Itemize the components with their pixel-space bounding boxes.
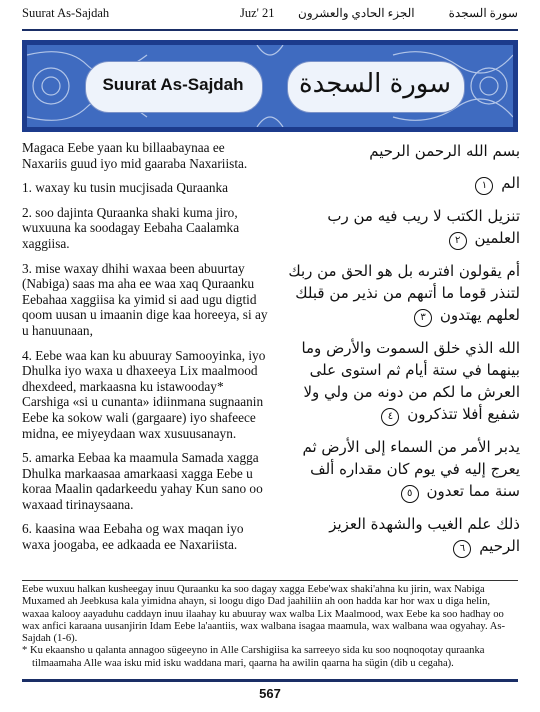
running-header: [22, 6, 518, 28]
arabic-text: الله الذي خلق السموت والأرض وما بينهما في ستة أيام ثم استوى على العرش ما لكم من دونه من ولي ولا شفيع أفلا تتذكرون: [301, 339, 520, 423]
arabic-column: [285, 140, 520, 568]
page-number: 567: [259, 686, 281, 701]
surah-title-arabic: سورة السجدة: [298, 69, 452, 99]
footnote-note: * Ku ekaansho u qalanta annagoo sügeeyno in Alle Carshigiisa ka sarreeyo sida ku soo noqnoqotay quraanka tilmaamaha Alle waa isku mid isku waddana mari, qaarna ha awilin qaarna ha sügin (dib u cegaha).: [22, 645, 485, 669]
verse-translation-2: 2. soo dajinta Quraanka shaki kuma jiro, wuxuuna ka soodagay Eebaha Caalamka xaggiisa.: [22, 204, 240, 251]
verse-translation-5: 5. amarka Eebaa ka maamula Samada xagga Dhulka markaasaa amarkaasi xagga Eebe u koraa Maalin qadarkeedu yahay Kun sano oo waxaad tirinaysaana.: [22, 450, 263, 512]
header-juz-arabic: الجزء الحادي والعشرون: [298, 6, 415, 20]
arabic-text: أم يقولون افترىه بل هو الحق من ربك لتنذر قوما ما أتىهم من نذير من قبلك لعلهم يهتدون: [288, 262, 520, 324]
surah-title-banner: [22, 40, 518, 132]
verse-number-marker: ٢: [449, 232, 467, 250]
commentary-summary: Eebe wuxuu halkan kusheegay inuu Quraanku ka soo dagay xagga Eebe'wax shaki'ahna ku jirin, wax Nabiga Muxamed ah Jeebkusa kala yimidna ahayn, si loogu digo Dad jaahiliin ah oon hadda kar hor wax u diga helin, waxaa kalooy aayaduhu caddayn inuu ilaahay ku abuuray wax walba Lix Maalmood, wax Eebe ka soo hadhay oo wax anfici karaana uusanjirin Idam Eebe la'aantiis, wax walbana isagaa maamula, wax walbana waa ogyahay. As-Sajdah (1-6).: [22, 584, 506, 645]
arabic-text: الم: [501, 174, 520, 192]
arabic-text: بسم الله الرحمن الرحيم: [369, 142, 520, 160]
arabic-verse-4: [285, 337, 520, 426]
header-surah-arabic: سورة السجدة: [448, 6, 518, 20]
header-surah-name: Suurat As-Sajdah: [22, 6, 110, 20]
verse-translation-6: 6. kaasina waa Eebaha og wax maqan iyo waxa joogaba, ee adkaada ee Naxariista.: [22, 521, 244, 553]
footnote-block: [22, 584, 518, 670]
verse-number-marker: ١: [475, 177, 493, 195]
verse-number-marker: ٥: [401, 485, 419, 503]
footnote-divider: [22, 580, 518, 581]
arabic-verse-3: [285, 260, 520, 327]
verse-translation-3: 3. mise waxay dhihi waxaa been abuurtay (Nabiga) saas ma aha ee waa xaq Quraanku Eebahaa xaggiisa ka yimid si aad ugu digtid qoom uusan u imaanin dige kaa horeeya, si ay u hanuunaan,: [22, 260, 268, 338]
header-juz: Juz' 21: [240, 6, 275, 20]
arabic-verse-6: [285, 513, 520, 558]
translation-column: [22, 140, 272, 562]
footer-divider: [22, 679, 518, 682]
arabic-text: تنزيل الكتب لا ريب فيه من رب العلمين: [327, 207, 520, 247]
arabic-verse-2: [285, 205, 520, 250]
header-divider: [22, 29, 518, 31]
verse-number-marker: ٤: [381, 408, 399, 426]
arabic-text: ذلك علم الغيب والشهدة العزيز الرحيم: [329, 515, 520, 555]
verse-number-marker: ٣: [414, 309, 432, 327]
arabic-verse-1: [285, 172, 520, 195]
verse-number-marker: ٦: [453, 540, 471, 558]
arabic-verse-5: [285, 436, 520, 503]
surah-title: Suurat As-Sajdah: [102, 75, 244, 94]
verse-translation-4: 4. Eebe waa kan ku abuuray Samooyinka, iyo Dhulka iyo waxa u dhaxeeya Lix maalmood dhexdeed, markaasna ku istawooday* Carshiga «si u cunanta» idiinmana sugnaanin Eebe ka sokow wali (gargaare) iyo shafeece midna, ee miyeydaan wax xusuusanayn.: [22, 347, 266, 441]
basmala-translation: Magaca Eebe yaan ku billaabaynaa ee Naxariis guud iyo mid gaaraba Naxariista.: [22, 140, 248, 171]
basmala-arabic: [285, 140, 520, 162]
verse-translation-1: 1. waxay ku tusin mucjisada Quraanka: [22, 180, 229, 196]
arabic-text: يدبر الأمر من السماء إلى الأرض ثم يعرج إليه في يوم كان مقداره ألف سنة مما تعدون: [302, 438, 520, 500]
